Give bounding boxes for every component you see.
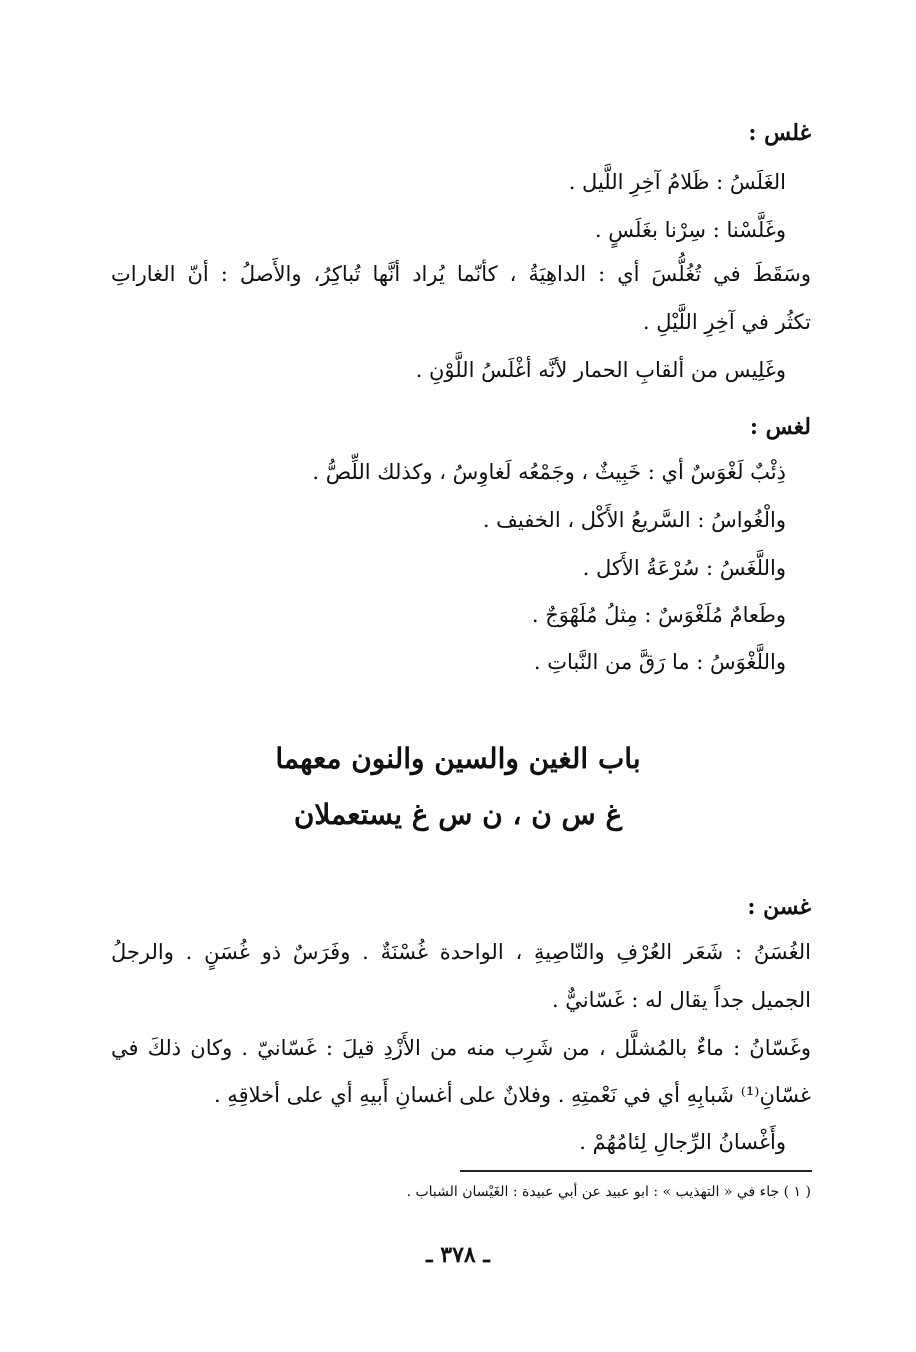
chapter-title-line-1: باب الغين والسين والنون معهما xyxy=(275,742,641,775)
entry-line: وسَقَطَ في تُغُلُّسَ أي : الداهِيَةُ ، كأنّما يُراد أنَّها تُباكِرُ، والأَصلُ : أنّ الغاراتِ xyxy=(111,262,811,286)
entry-line: غسّانِ⁽¹⁾ شَبابِهِ أي في نَعْمتِهِ . وفلانٌ على أغسانِ أَبيهِ أي على أخلاقِهِ . xyxy=(213,1083,811,1107)
entry-line: وطَعامٌ مُلَغْوَسٌ : مِثلُ مُلَهْوَجٌ . xyxy=(531,603,786,627)
entry-line: الجميل جداً يقال له : غَسّانيٌّ . xyxy=(551,988,811,1012)
entry-line: وغَلِيس من ألقابِ الحمار لأنَّه أغْلَسُ اللَّوْنِ . xyxy=(415,358,786,382)
entry-line: ذِئْبٌ لَغْوَسٌ أي : خَبِيثٌ ، وجَمْعُه لَغاوِسُ ، وكذلك اللِّصُّ . xyxy=(312,460,786,484)
entry-line: واللَّغَسُ : سُرْعَةُ الأَكل . xyxy=(582,556,786,580)
page-number: ـ ٣٧٨ ـ xyxy=(426,1242,490,1268)
entry-line: وغَسّانُ : ماءٌ بالمُشلَّل ، من شَرِب منه من الأَزْدِ قيلَ : غَسّانيّ . وكان ذلكَ في xyxy=(111,1036,811,1060)
entry-line: وأَغْسانُ الرِّجالِ لِئامُهُمْ . xyxy=(579,1130,786,1154)
entry-line: الغَلَسُ : ظَلامُ آخِرِ اللَّيل . xyxy=(568,170,786,194)
entry-heading-ghls: غلس : xyxy=(748,120,811,146)
entry-line: تكثُر في آخِرِ اللَّيْلِ . xyxy=(642,310,811,334)
chapter-title-line-2: غ س ن ، ن س غ يستعملان xyxy=(293,798,623,831)
entry-line: الغُسَنُ : شَعَر العُرْفِ والنّاصِيةِ ، الواحدة غُسْنَةٌ . وفَرَسٌ ذو غُسَنٍ . والرجلُ xyxy=(111,940,811,964)
footnote-rule xyxy=(460,1170,812,1172)
entry-heading-ghsn: غسن : xyxy=(747,894,811,920)
entry-line: والْغُواسُ : السَّريعُ الأَكْل ، الخفيف . xyxy=(482,508,786,532)
entry-line: وغَلَّسْنا : سِرْنا بغَلَسٍ . xyxy=(594,218,786,242)
entry-heading-lghs: لغس : xyxy=(749,414,811,440)
entry-line: واللَّغْوَسُ : ما رَقَّ من النَّباتِ . xyxy=(533,650,786,674)
footnote: ( ١ ) جاء في « التهذيب » : ابو عبيد عن أبي عبيدة : الغَيْسان الشباب . xyxy=(406,1184,811,1200)
